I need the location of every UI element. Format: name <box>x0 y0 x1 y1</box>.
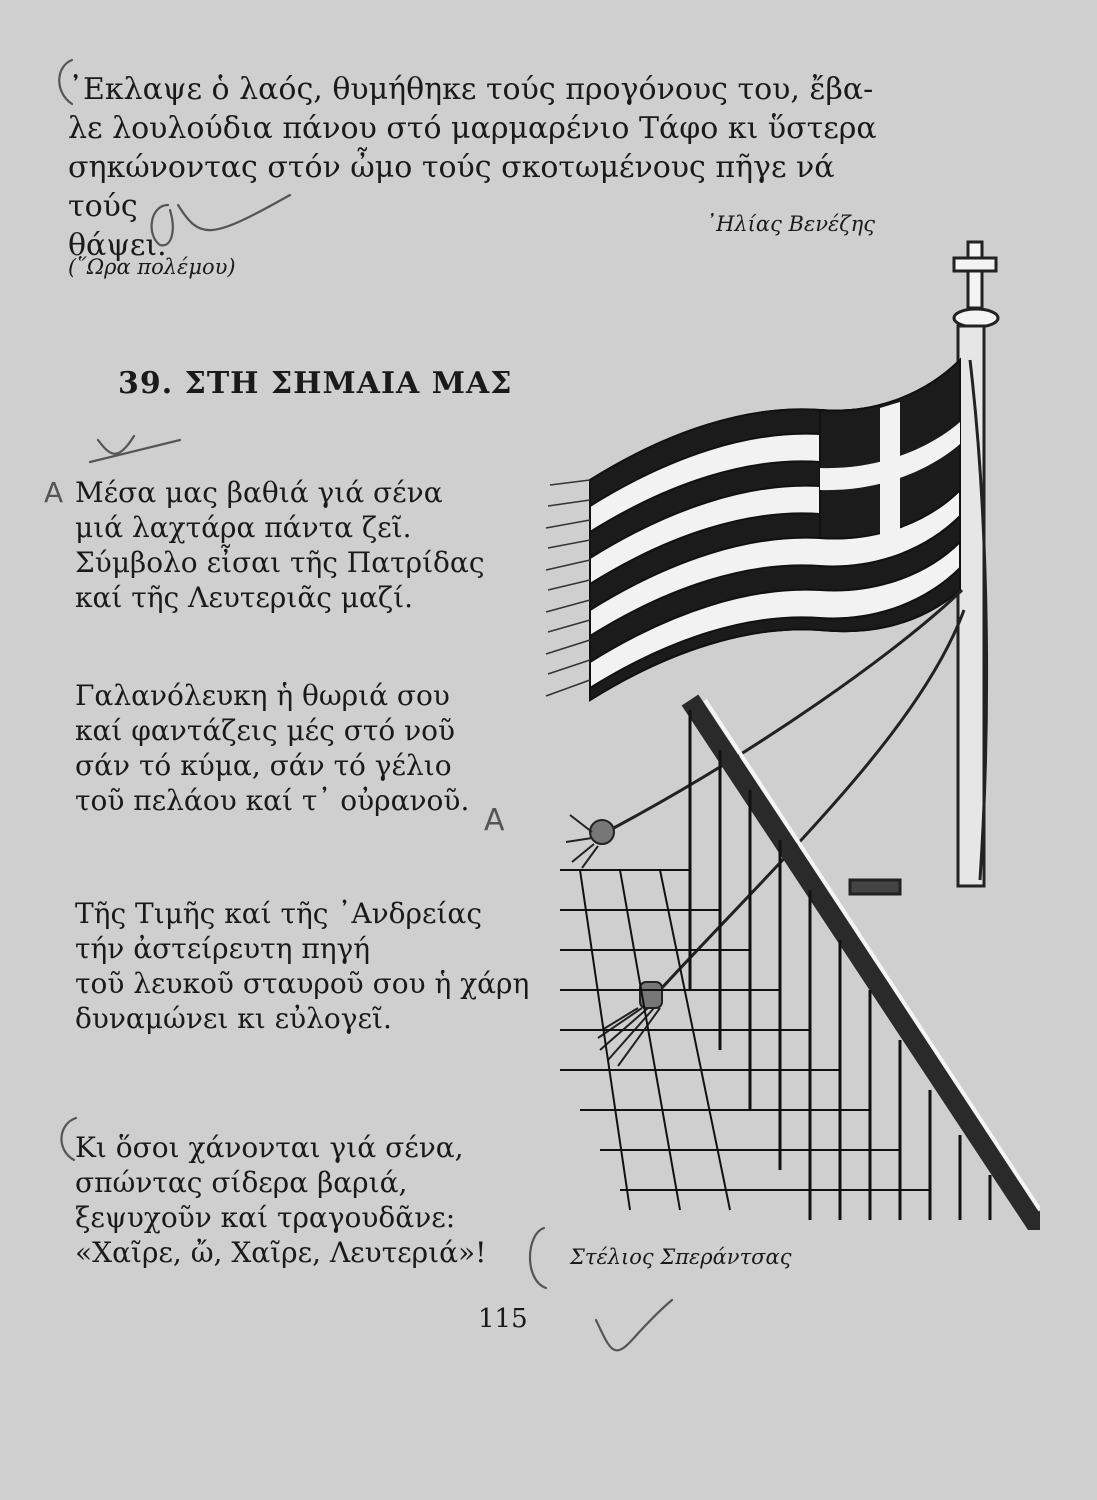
poem-line: τοῦ λευκοῦ σταυροῦ σου ἡ χάρη <box>75 967 530 1000</box>
cross-finial-icon <box>954 242 998 327</box>
poem-stanza-2 <box>75 678 595 818</box>
poem-line: τήν ἀστείρευτη πηγή <box>75 932 371 965</box>
pencil-letter-mark: A <box>44 476 64 509</box>
poem-line: Κι ὅσοι χάνονται γιά σένα, <box>75 1131 464 1164</box>
poem-line: τοῦ πελάου καί τ᾿ οὐρανοῦ. <box>75 784 470 817</box>
prose-line: σηκώνοντας στόν ὦμο τούς σκοτωμένους πῆγε νά τούς <box>68 150 835 224</box>
poem-line: δυναμώνει κι εὐλογεῖ. <box>75 1002 392 1035</box>
poem-title: 39. ΣΤΗ ΣΗΜΑΙΑ ΜΑΣ <box>118 366 513 401</box>
poem-line: Μέσα μας βαθιά γιά σένα <box>75 476 443 509</box>
prose-source: (῞Ωρα πολέμου) <box>68 255 236 279</box>
poem-line: Σύμβολο εἶσαι τῆς Πατρίδας <box>75 546 485 579</box>
poem-line: καί τῆς Λευτεριᾶς μαζί. <box>75 581 413 614</box>
poem-line: ξεψυχοῦν καί τραγουδᾶνε: <box>75 1201 456 1234</box>
pencil-underline-mark <box>90 440 180 462</box>
pencil-check-mark <box>596 1300 672 1350</box>
prose-author: ᾿Ηλίας Βενέζης <box>705 212 875 236</box>
greek-flag <box>546 360 960 700</box>
poem-stanza-3 <box>75 896 595 1036</box>
poem-line: μιά λαχτάρα πάντα ζεῖ. <box>75 511 412 544</box>
poem-line: Τῆς Τιμῆς καί τῆς ᾿Ανδρείας <box>75 897 483 930</box>
poem-line: σπώντας σίδερα βαριά, <box>75 1166 408 1199</box>
poem-line: Γαλανόλευκη ἡ θωριά σου <box>75 679 450 712</box>
flag-balcony-illustration <box>520 230 1040 1230</box>
page-number: 115 <box>478 1304 528 1334</box>
poem-author: Στέλιος Σπεράντσας <box>570 1245 792 1269</box>
poem-stanza-1 <box>75 475 595 615</box>
pencil-letter-mark: A <box>484 803 505 838</box>
prose-line: λε λουλούδια πάνου στό μαρμαρένιο Τάφο κι ὕστερα <box>68 111 877 146</box>
poem-line: «Χαῖρε, ὤ, Χαῖρε, Λευτεριά»! <box>75 1236 487 1269</box>
pencil-circle-mark <box>61 1118 76 1160</box>
prose-line: θάψει. <box>68 228 167 263</box>
poem-line: καί φαντάζεις μές στό νοῦ <box>75 714 456 747</box>
prose-line: ᾿Εκλαψε ὁ λαός, θυμήθηκε τούς προγόνους του, ἔβα- <box>68 72 874 107</box>
pencil-check-mark <box>98 436 134 454</box>
poem-stanza-4 <box>75 1130 595 1270</box>
poem-line: σάν τό κύμα, σάν τό γέλιο <box>75 749 452 782</box>
